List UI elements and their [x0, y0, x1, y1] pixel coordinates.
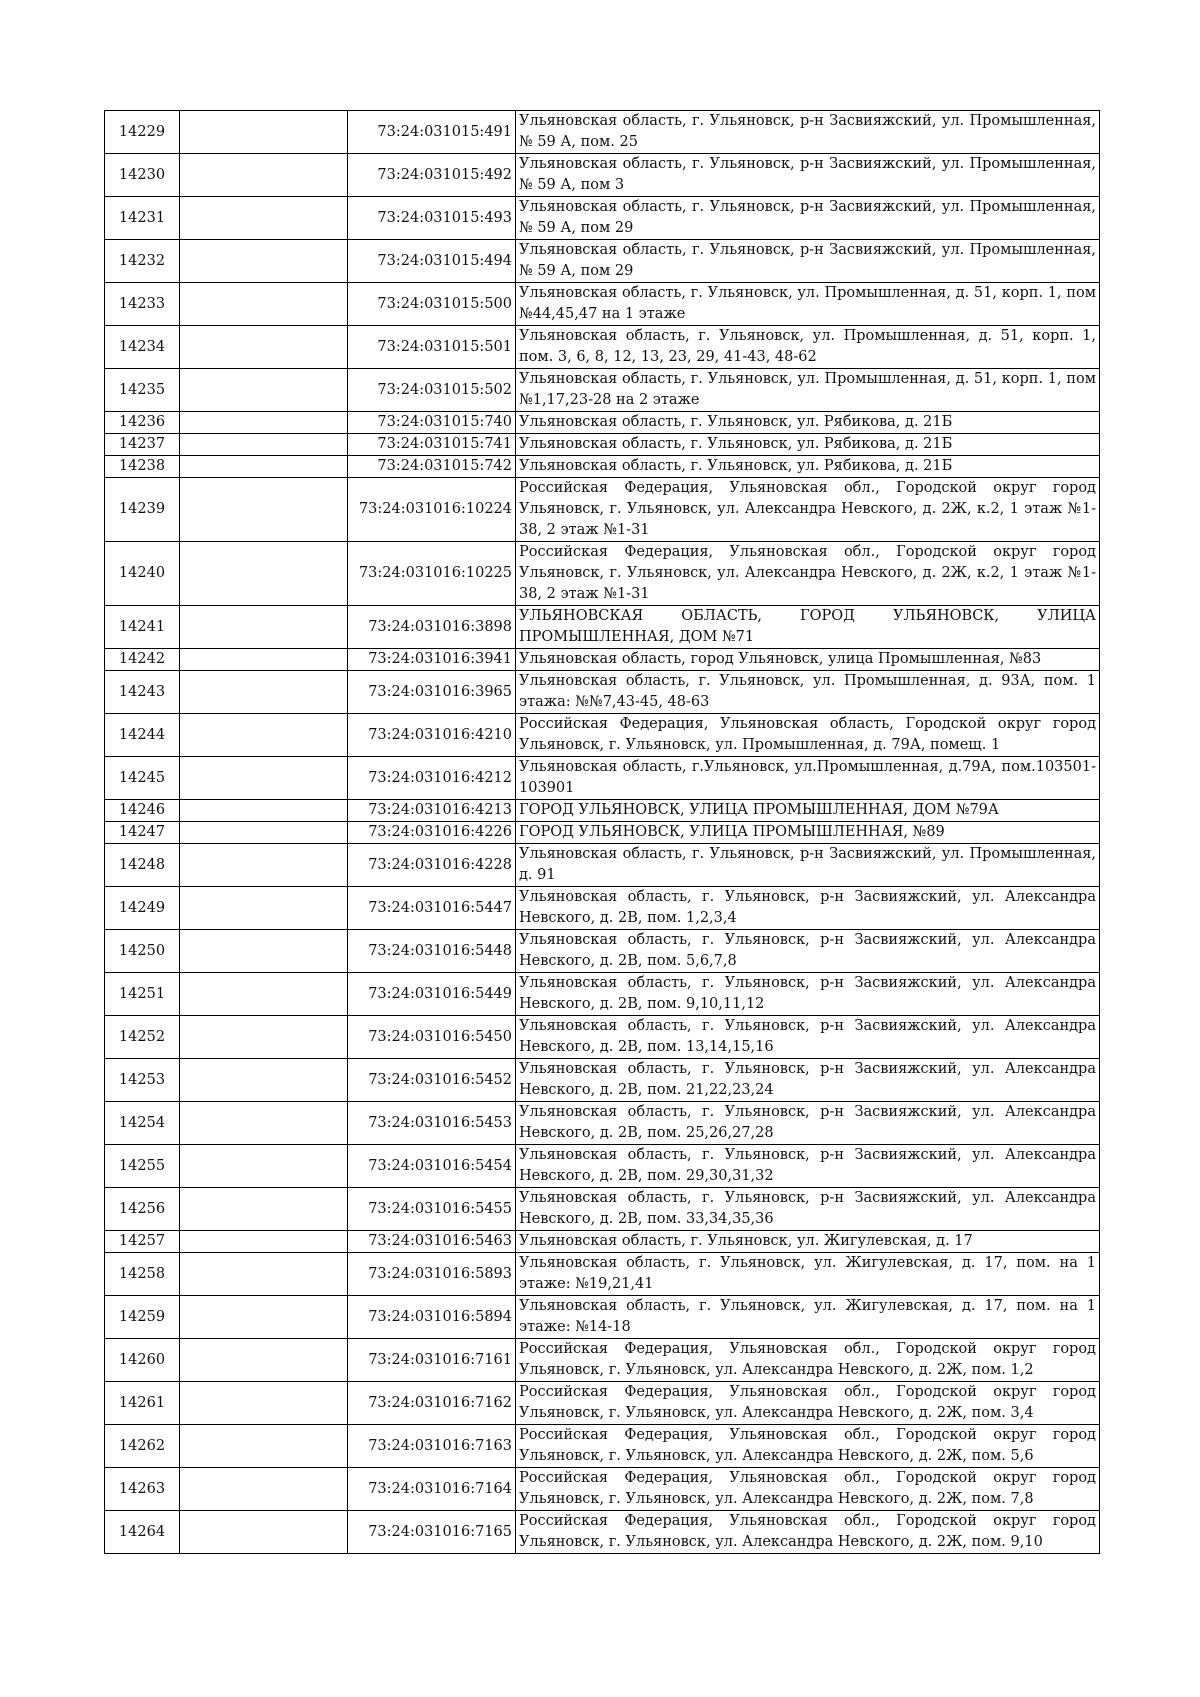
table-row	[105, 1425, 1100, 1468]
row-number-cell: 14250	[105, 930, 180, 973]
row-number-cell: 14244	[105, 714, 180, 757]
cadastral-number-cell: 73:24:031016:5893	[348, 1253, 516, 1296]
row-number-cell: 14252	[105, 1016, 180, 1059]
address-cell: Ульяновская область, г.Ульяновск, ул.Промышленная, д.79А, пом.103501-103901	[516, 757, 1100, 800]
empty-cell	[180, 154, 348, 197]
cadastral-number-cell: 73:24:031016:5454	[348, 1145, 516, 1188]
table-row	[105, 1102, 1100, 1145]
address-cell: Ульяновская область, г. Ульяновск, р-н Засвияжский, ул. Александра Невского, д. 2В, пом. 21,22,23,24	[516, 1059, 1100, 1102]
cadastral-number-cell: 73:24:031015:502	[348, 369, 516, 412]
address-cell: Ульяновская область, г. Ульяновск, ул. Рябикова, д. 21Б	[516, 456, 1100, 478]
cadastral-number-cell: 73:24:031016:5894	[348, 1296, 516, 1339]
cadastral-number-cell: 73:24:031016:4213	[348, 800, 516, 822]
cadastral-number-cell: 73:24:031015:500	[348, 283, 516, 326]
empty-cell	[180, 240, 348, 283]
row-number-cell: 14233	[105, 283, 180, 326]
table-row	[105, 240, 1100, 283]
table-row	[105, 649, 1100, 671]
table-row	[105, 844, 1100, 887]
row-number-cell: 14249	[105, 887, 180, 930]
address-cell: Ульяновская область, г. Ульяновск, р-н Засвияжский, ул. Промышленная, № 59 А, пом. 25	[516, 111, 1100, 154]
cadastral-number-cell: 73:24:031016:5463	[348, 1231, 516, 1253]
address-cell: Ульяновская область, г. Ульяновск, ул. Промышленная, д. 51, корп. 1, пом №1,17,23-28 на 2 этаже	[516, 369, 1100, 412]
empty-cell	[180, 1296, 348, 1339]
address-cell: Российская Федерация, Ульяновская обл., Городской округ город Ульяновск, г. Ульяновск, ул. Александра Невского, д. 2Ж, к.2, 1 этаж №1-38, 2 этаж №1-31	[516, 478, 1100, 542]
row-number-cell: 14246	[105, 800, 180, 822]
row-number-cell: 14235	[105, 369, 180, 412]
cadastral-number-cell: 73:24:031015:741	[348, 434, 516, 456]
address-cell: Ульяновская область, г. Ульяновск, р-н Засвияжский, ул. Александра Невского, д. 2В, пом. 29,30,31,32	[516, 1145, 1100, 1188]
address-cell: Ульяновская область, г. Ульяновск, ул. Промышленная, д. 51, корп. 1, пом №44,45,47 на 1 этаже	[516, 283, 1100, 326]
address-cell: Российская Федерация, Ульяновская обл., Городской округ город Ульяновск, г. Ульяновск, ул. Александра Невского, д. 2Ж, к.2, 1 этаж №1-38, 2 этаж №1-31	[516, 542, 1100, 606]
table-row	[105, 1016, 1100, 1059]
table-row	[105, 434, 1100, 456]
cadastral-number-cell: 73:24:031016:5455	[348, 1188, 516, 1231]
address-cell: ГОРОД УЛЬЯНОВСК, УЛИЦА ПРОМЫШЛЕННАЯ, №89	[516, 822, 1100, 844]
row-number-cell: 14263	[105, 1468, 180, 1511]
address-cell: Российская Федерация, Ульяновская обл., Городской округ город Ульяновск, г. Ульяновск, ул. Александра Невского, д. 2Ж, пом. 9,10	[516, 1511, 1100, 1554]
empty-cell	[180, 649, 348, 671]
empty-cell	[180, 1511, 348, 1554]
address-cell: ГОРОД УЛЬЯНОВСК, УЛИЦА ПРОМЫШЛЕННАЯ, ДОМ №79А	[516, 800, 1100, 822]
table-row	[105, 1253, 1100, 1296]
empty-cell	[180, 111, 348, 154]
table-row	[105, 542, 1100, 606]
empty-cell	[180, 1253, 348, 1296]
address-cell: Ульяновская область, г. Ульяновск, р-н Засвияжский, ул. Промышленная, № 59 А, пом 29	[516, 197, 1100, 240]
row-number-cell: 14242	[105, 649, 180, 671]
empty-cell	[180, 1145, 348, 1188]
cadastral-number-cell: 73:24:031015:501	[348, 326, 516, 369]
cadastral-number-cell: 73:24:031016:4228	[348, 844, 516, 887]
table-row	[105, 1231, 1100, 1253]
address-cell: Ульяновская область, г. Ульяновск, р-н Засвияжский, ул. Александра Невского, д. 2В, пом. 1,2,3,4	[516, 887, 1100, 930]
table-row	[105, 822, 1100, 844]
empty-cell	[180, 1059, 348, 1102]
cadastral-number-cell: 73:24:031015:742	[348, 456, 516, 478]
row-number-cell: 14258	[105, 1253, 180, 1296]
cadastral-number-cell: 73:24:031016:4212	[348, 757, 516, 800]
table-row	[105, 606, 1100, 649]
empty-cell	[180, 1231, 348, 1253]
row-number-cell: 14232	[105, 240, 180, 283]
address-cell: Ульяновская область, г. Ульяновск, ул. Промышленная, д. 51, корп. 1, пом. 3, 6, 8, 12, 13, 23, 29, 41-43, 48-62	[516, 326, 1100, 369]
cadastral-number-cell: 73:24:031015:491	[348, 111, 516, 154]
address-cell: Ульяновская область, г. Ульяновск, ул. Жигулевская, д. 17, пом. на 1 этаже: №19,21,41	[516, 1253, 1100, 1296]
empty-cell	[180, 1468, 348, 1511]
row-number-cell: 14238	[105, 456, 180, 478]
row-number-cell: 14254	[105, 1102, 180, 1145]
address-cell: Ульяновская область, г. Ульяновск, р-н Засвияжский, ул. Александра Невского, д. 2В, пом. 25,26,27,28	[516, 1102, 1100, 1145]
cadastral-number-cell: 73:24:031016:5453	[348, 1102, 516, 1145]
cadastral-number-cell: 73:24:031016:7165	[348, 1511, 516, 1554]
address-cell: Ульяновская область, г. Ульяновск, ул. Рябикова, д. 21Б	[516, 412, 1100, 434]
empty-cell	[180, 369, 348, 412]
address-cell: Ульяновская область, г. Ульяновск, р-н Засвияжский, ул. Промышленная, № 59 А, пом 29	[516, 240, 1100, 283]
cadastral-number-cell: 73:24:031016:3898	[348, 606, 516, 649]
table-row	[105, 714, 1100, 757]
cadastral-number-cell: 73:24:031016:5447	[348, 887, 516, 930]
table-row	[105, 478, 1100, 542]
cadastral-number-cell: 73:24:031016:3941	[348, 649, 516, 671]
empty-cell	[180, 412, 348, 434]
address-cell: Российская Федерация, Ульяновская обл., Городской округ город Ульяновск, г. Ульяновск, ул. Александра Невского, д. 2Ж, пом. 7,8	[516, 1468, 1100, 1511]
address-cell: Ульяновская область, г. Ульяновск, р-н Засвияжский, ул. Александра Невского, д. 2В, пом. 33,34,35,36	[516, 1188, 1100, 1231]
table-row	[105, 456, 1100, 478]
row-number-cell: 14229	[105, 111, 180, 154]
table-row	[105, 369, 1100, 412]
empty-cell	[180, 1188, 348, 1231]
address-cell: Ульяновская область, г. Ульяновск, ул. Жигулевская, д. 17, пом. на 1 этаже: №14-18	[516, 1296, 1100, 1339]
table-row	[105, 1145, 1100, 1188]
table-row	[105, 930, 1100, 973]
table-row	[105, 326, 1100, 369]
address-cell: Ульяновская область, г. Ульяновск, р-н Засвияжский, ул. Александра Невского, д. 2В, пом. 9,10,11,12	[516, 973, 1100, 1016]
row-number-cell: 14236	[105, 412, 180, 434]
row-number-cell: 14247	[105, 822, 180, 844]
cadastral-number-cell: 73:24:031016:10224	[348, 478, 516, 542]
cadastral-number-cell: 73:24:031015:493	[348, 197, 516, 240]
row-number-cell: 14241	[105, 606, 180, 649]
address-cell: Ульяновская область, г. Ульяновск, ул. Жигулевская, д. 17	[516, 1231, 1100, 1253]
table-row	[105, 283, 1100, 326]
empty-cell	[180, 1425, 348, 1468]
cadastral-number-cell: 73:24:031016:5450	[348, 1016, 516, 1059]
empty-cell	[180, 1102, 348, 1145]
row-number-cell: 14256	[105, 1188, 180, 1231]
empty-cell	[180, 456, 348, 478]
table-row	[105, 412, 1100, 434]
table-row	[105, 111, 1100, 154]
address-cell: Российская Федерация, Ульяновская обл., Городской округ город Ульяновск, г. Ульяновск, ул. Александра Невского, д. 2Ж, пом. 5,6	[516, 1425, 1100, 1468]
address-cell: Ульяновская область, г. Ульяновск, р-н Засвияжский, ул. Александра Невского, д. 2В, пом. 5,6,7,8	[516, 930, 1100, 973]
table-row	[105, 973, 1100, 1016]
table-row	[105, 1511, 1100, 1554]
empty-cell	[180, 973, 348, 1016]
empty-cell	[180, 197, 348, 240]
table-row	[105, 1339, 1100, 1382]
address-cell: Ульяновская область, город Ульяновск, улица Промышленная, №83	[516, 649, 1100, 671]
row-number-cell: 14261	[105, 1382, 180, 1425]
cadastral-number-cell: 73:24:031016:7161	[348, 1339, 516, 1382]
row-number-cell: 14260	[105, 1339, 180, 1382]
empty-cell	[180, 326, 348, 369]
table-row	[105, 887, 1100, 930]
row-number-cell: 14243	[105, 671, 180, 714]
row-number-cell: 14257	[105, 1231, 180, 1253]
cadastral-number-cell: 73:24:031016:7162	[348, 1382, 516, 1425]
address-cell: Ульяновская область, г. Ульяновск, р-н Засвияжский, ул. Промышленная, д. 91	[516, 844, 1100, 887]
cadastral-number-cell: 73:24:031016:10225	[348, 542, 516, 606]
property-table	[104, 110, 1100, 1554]
empty-cell	[180, 887, 348, 930]
empty-cell	[180, 1016, 348, 1059]
row-number-cell: 14264	[105, 1511, 180, 1554]
address-cell: Ульяновская область, г. Ульяновск, ул. Рябикова, д. 21Б	[516, 434, 1100, 456]
row-number-cell: 14259	[105, 1296, 180, 1339]
cadastral-number-cell: 73:24:031016:7164	[348, 1468, 516, 1511]
table-row	[105, 671, 1100, 714]
address-cell: УЛЬЯНОВСКАЯ ОБЛАСТЬ, ГОРОД УЛЬЯНОВСК, УЛИЦА ПРОМЫШЛЕННАЯ, ДОМ №71	[516, 606, 1100, 649]
empty-cell	[180, 1382, 348, 1425]
cadastral-number-cell: 73:24:031015:740	[348, 412, 516, 434]
row-number-cell: 14253	[105, 1059, 180, 1102]
cadastral-number-cell: 73:24:031016:4210	[348, 714, 516, 757]
empty-cell	[180, 800, 348, 822]
row-number-cell: 14248	[105, 844, 180, 887]
address-cell: Ульяновская область, г. Ульяновск, р-н Засвияжский, ул. Александра Невского, д. 2В, пом. 13,14,15,16	[516, 1016, 1100, 1059]
cadastral-number-cell: 73:24:031016:4226	[348, 822, 516, 844]
empty-cell	[180, 478, 348, 542]
empty-cell	[180, 542, 348, 606]
row-number-cell: 14240	[105, 542, 180, 606]
empty-cell	[180, 822, 348, 844]
cadastral-number-cell: 73:24:031016:7163	[348, 1425, 516, 1468]
empty-cell	[180, 844, 348, 887]
row-number-cell: 14262	[105, 1425, 180, 1468]
cadastral-number-cell: 73:24:031015:492	[348, 154, 516, 197]
row-number-cell: 14234	[105, 326, 180, 369]
empty-cell	[180, 930, 348, 973]
row-number-cell: 14231	[105, 197, 180, 240]
cadastral-number-cell: 73:24:031016:5452	[348, 1059, 516, 1102]
table-row	[105, 1468, 1100, 1511]
address-cell: Российская Федерация, Ульяновская область, Городской округ город Ульяновск, г. Ульяновск, ул. Промышленная, д. 79А, помещ. 1	[516, 714, 1100, 757]
table-row	[105, 1059, 1100, 1102]
empty-cell	[180, 757, 348, 800]
cadastral-number-cell: 73:24:031016:5448	[348, 930, 516, 973]
table-row	[105, 1296, 1100, 1339]
table-row	[105, 757, 1100, 800]
address-cell: Российская Федерация, Ульяновская обл., Городской округ город Ульяновск, г. Ульяновск, ул. Александра Невского, д. 2Ж, пом. 1,2	[516, 1339, 1100, 1382]
empty-cell	[180, 283, 348, 326]
empty-cell	[180, 434, 348, 456]
table-row	[105, 1188, 1100, 1231]
table-row	[105, 1382, 1100, 1425]
row-number-cell: 14251	[105, 973, 180, 1016]
address-cell: Российская Федерация, Ульяновская обл., Городской округ город Ульяновск, г. Ульяновск, ул. Александра Невского, д. 2Ж, пом. 3,4	[516, 1382, 1100, 1425]
table-row	[105, 197, 1100, 240]
table-body	[105, 111, 1100, 1554]
address-cell: Ульяновская область, г. Ульяновск, ул. Промышленная, д. 93А, пом. 1 этажа: №№7,43-45, 48-63	[516, 671, 1100, 714]
row-number-cell: 14230	[105, 154, 180, 197]
empty-cell	[180, 1339, 348, 1382]
cadastral-number-cell: 73:24:031015:494	[348, 240, 516, 283]
row-number-cell: 14245	[105, 757, 180, 800]
table-row	[105, 154, 1100, 197]
cadastral-number-cell: 73:24:031016:5449	[348, 973, 516, 1016]
cadastral-number-cell: 73:24:031016:3965	[348, 671, 516, 714]
empty-cell	[180, 606, 348, 649]
address-cell: Ульяновская область, г. Ульяновск, р-н Засвияжский, ул. Промышленная, № 59 А, пом 3	[516, 154, 1100, 197]
empty-cell	[180, 714, 348, 757]
empty-cell	[180, 671, 348, 714]
table-row	[105, 800, 1100, 822]
row-number-cell: 14255	[105, 1145, 180, 1188]
row-number-cell: 14239	[105, 478, 180, 542]
row-number-cell: 14237	[105, 434, 180, 456]
